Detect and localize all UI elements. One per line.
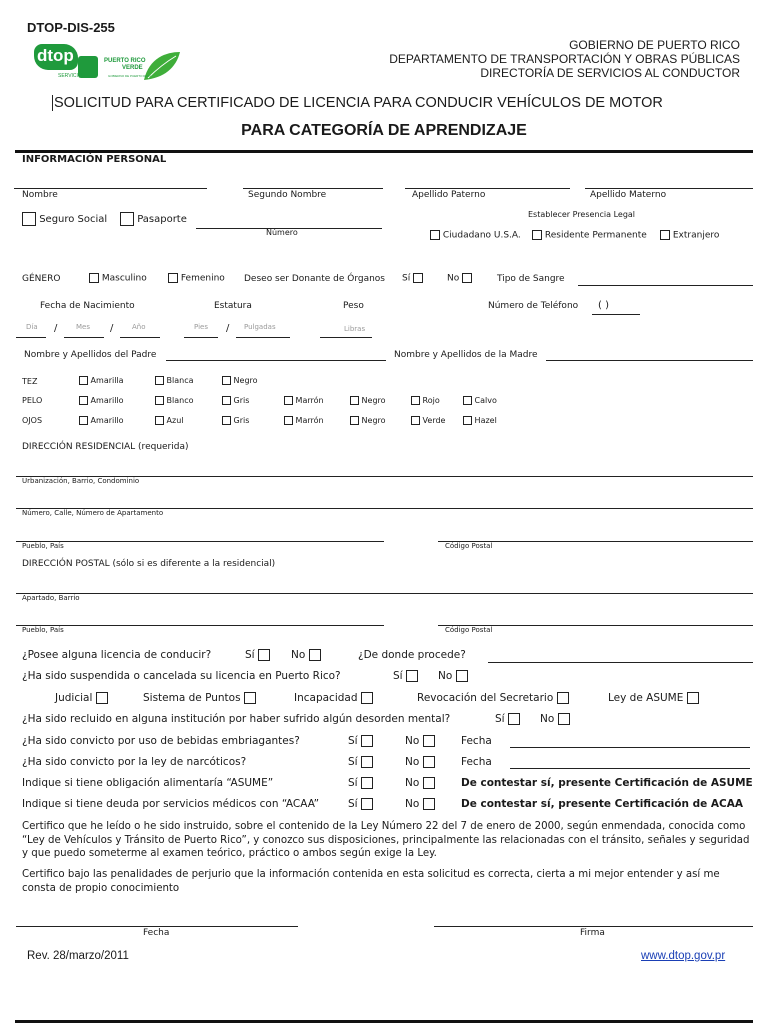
date-slash-1: / (54, 323, 58, 334)
postal-heading: DIRECCIÓN POSTAL (sólo si es diferente a la residencial) (22, 559, 276, 569)
no-label: No (405, 735, 420, 747)
ojos-option-7[interactable] (463, 416, 497, 425)
ojos-option-6[interactable] (411, 416, 445, 425)
mes-line[interactable] (64, 337, 104, 338)
q-suspendida-no[interactable] (438, 670, 468, 682)
leaf-icon (104, 50, 182, 84)
pelo-option-4[interactable] (284, 396, 324, 405)
q-bebidas-no[interactable] (405, 735, 435, 747)
ciudadano-checkbox[interactable] (430, 230, 440, 240)
pelo-option-7[interactable] (463, 396, 497, 405)
q-suspendida-si[interactable] (393, 670, 418, 682)
res-pueblo-line[interactable] (16, 541, 384, 542)
height-slash: / (226, 323, 230, 334)
q-suspendida: ¿Ha sido suspendida o cancelada su licencia en Puerto Rico? (22, 670, 341, 682)
tez-option-label: Blanca (166, 376, 194, 385)
ojos-checkbox[interactable] (284, 416, 293, 425)
presencia-label: Establecer Presencia Legal (528, 210, 636, 219)
no-checkbox[interactable] (309, 649, 321, 661)
pelo-option-label: Negro (361, 396, 386, 405)
reason-label: Ley de ASUME (608, 692, 684, 704)
pasaporte-label: Pasaporte (137, 214, 187, 225)
q-bebidas-si[interactable] (348, 735, 373, 747)
q-recluido-si[interactable] (495, 713, 520, 725)
pelo-option-2[interactable] (155, 396, 194, 405)
q-acaa: Indique si tiene deuda por servicios médicos con “ACAA” (22, 798, 320, 810)
q-narcoticos-no[interactable] (405, 756, 435, 768)
anio-placeholder: Año (132, 323, 146, 331)
si-label: Sí (348, 735, 358, 747)
ojos-option-1[interactable] (79, 416, 124, 425)
no-checkbox[interactable] (423, 756, 435, 768)
extranjero-option[interactable] (660, 230, 719, 241)
post-pueblo-label: Pueblo, País (22, 626, 64, 634)
fecha-label: Fecha (461, 735, 492, 747)
fecha-label: Fecha (461, 756, 492, 768)
no-label: No (405, 756, 420, 768)
peso-label: Peso (343, 301, 364, 311)
reason-label: Incapacidad (294, 692, 358, 704)
website-link[interactable]: www.dtop.gov.pr (641, 950, 726, 962)
certify-paragraph-1: Certifico que he leído o he sido instruido, sobre el contenido de la Ley Número 22 del 7 de enero de 2000, según enmendada, conocida como “Ley de Vehículos y Tránsito de Puerto Rico”, y conozco sus disposiciones, principalmente las relacionadas con el tránsito, señales y seguridad y que puedo someterme al examen teórico, práctico o ambos según exige la Ley. (22, 821, 750, 859)
q-narcoticos: ¿Ha sido convicto por la ley de narcóticos? (22, 756, 247, 768)
femenino-label: Femenino (180, 273, 225, 284)
donante-label: Deseo ser Donante de Órganos (244, 274, 385, 284)
form-code: DTOP-DIS-255 (27, 20, 115, 35)
dtop-logo (34, 42, 100, 82)
nacimiento-label: Fecha de Nacimiento (40, 301, 135, 311)
q-recluido-no[interactable] (540, 713, 570, 725)
mes-placeholder: Mes (76, 323, 90, 331)
ciudadano-option[interactable] (430, 230, 521, 241)
nombre-line[interactable] (14, 188, 207, 189)
no-label: No (438, 670, 453, 682)
femenino-checkbox[interactable] (168, 273, 178, 283)
masculino-option[interactable] (89, 273, 147, 284)
reason-judicial[interactable] (55, 692, 108, 704)
genero-label: GÉNERO (22, 274, 61, 284)
madre-label: Nombre y Apellidos de la Madre (394, 350, 538, 360)
ss-label: Seguro Social (39, 214, 108, 225)
ojos-option-label: Marrón (295, 416, 324, 425)
reason-checkbox[interactable] (361, 692, 373, 704)
materno-line[interactable] (585, 188, 753, 189)
telefono-label: Número de Teléfono (488, 301, 579, 311)
date-slash-2: / (110, 323, 114, 334)
certify-paragraph-2: Certifico bajo las penalidades de perjurio que la información contenida en esta solicitud es correcta, cierta a mi mejor entender y así me consta de propio conocimiento (22, 869, 720, 894)
tez-label: TEZ (22, 377, 38, 386)
reason-incapacidad[interactable] (294, 692, 373, 704)
si-label: Sí (348, 798, 358, 810)
pr-verde-small: GOBIERNO DE PUERTO RICO (108, 74, 151, 78)
dia-line[interactable] (16, 337, 46, 338)
firma-signature-label: Firma (580, 928, 605, 938)
segundo-line[interactable] (243, 188, 383, 189)
donante-si-option[interactable] (402, 273, 423, 284)
res-codigo-label: Código Postal (445, 542, 493, 550)
ss-option[interactable] (22, 212, 107, 226)
pelo-checkbox[interactable] (155, 396, 164, 405)
anio-line[interactable] (120, 337, 160, 338)
pelo-option-1[interactable] (79, 396, 124, 405)
reason-label: Judicial (55, 692, 93, 704)
reason-checkbox[interactable] (96, 692, 108, 704)
agency-line1: GOBIERNO DE PUERTO RICO (569, 38, 740, 52)
ojos-checkbox[interactable] (155, 416, 164, 425)
q-asume: Indique si tiene obligación alimentaría “ASUME” (22, 777, 274, 789)
q-licencia-no[interactable] (291, 649, 321, 661)
pelo-label: PELO (22, 396, 43, 405)
numero-calle-label: Número, Calle, Número de Apartamento (22, 509, 164, 517)
section-personal: INFORMACIÓN PERSONAL (22, 154, 167, 165)
pelo-checkbox[interactable] (284, 396, 293, 405)
agency-line2: DEPARTAMENTO DE TRANSPORTACIÓN Y OBRAS PÚBLICAS (389, 52, 740, 66)
title-rule (15, 150, 753, 153)
tez-option-label: Negro (233, 376, 258, 385)
residente-option[interactable] (532, 230, 647, 241)
no-label: No (291, 649, 306, 661)
pulgadas-placeholder: Pulgadas (244, 323, 276, 331)
pies-line[interactable] (184, 337, 218, 338)
no-label: No (405, 777, 420, 789)
dia-placeholder: Día (26, 323, 38, 331)
si-label: Sí (393, 670, 403, 682)
ojos-option-label: Verde (422, 416, 446, 425)
reason-puntos[interactable] (143, 692, 256, 704)
donante-si-checkbox[interactable] (413, 273, 423, 283)
q-asume-no[interactable] (405, 777, 435, 789)
pr-verde-line1: PUERTO RICO (104, 58, 146, 64)
pies-placeholder: Pies (194, 323, 208, 331)
padre-line[interactable] (166, 360, 386, 361)
q-bebidas: ¿Ha sido convicto por uso de bebidas embriagantes? (22, 735, 300, 747)
pelo-checkbox[interactable] (350, 396, 359, 405)
masculino-label: Masculino (101, 273, 147, 284)
ojos-option-label: Negro (361, 416, 386, 425)
pulgadas-line[interactable] (236, 337, 290, 338)
apartado-line[interactable] (16, 593, 753, 594)
no-checkbox[interactable] (423, 735, 435, 747)
agency-block (389, 38, 740, 80)
q-recluido: ¿Ha sido recluido en alguna institución por haber sufrido algún desorden mental? (22, 713, 451, 725)
pelo-option-5[interactable] (350, 396, 386, 405)
sangre-line[interactable] (578, 285, 753, 286)
sangre-label: Tipo de Sangre (497, 274, 565, 284)
no-label: No (540, 713, 555, 725)
pelo-option-6[interactable] (411, 396, 440, 405)
ciudadano-label: Ciudadano U.S.A. (442, 230, 521, 241)
reason-checkbox[interactable] (244, 692, 256, 704)
padre-label: Nombre y Apellidos del Padre (24, 350, 157, 360)
procede-line[interactable] (488, 662, 753, 663)
segundo-label: Segundo Nombre (248, 190, 327, 200)
reason-label: Sistema de Puntos (143, 692, 241, 704)
telefono-area-code[interactable]: ( ) (598, 300, 609, 311)
si-checkbox[interactable] (361, 756, 373, 768)
no-checkbox[interactable] (456, 670, 468, 682)
ojos-checkbox[interactable] (350, 416, 359, 425)
fecha-signature-line[interactable] (16, 926, 298, 927)
q-asume-si[interactable] (348, 777, 373, 789)
pasaporte-option[interactable] (120, 212, 187, 226)
donante-si-label: Sí (402, 273, 411, 284)
telefono-line[interactable] (592, 314, 640, 315)
pelo-checkbox[interactable] (411, 396, 420, 405)
tez-checkbox[interactable] (155, 376, 164, 385)
si-label: Sí (348, 777, 358, 789)
pelo-checkbox[interactable] (222, 396, 231, 405)
donante-no-option[interactable] (447, 273, 472, 284)
firma-signature-line[interactable] (434, 926, 753, 927)
si-label: Sí (348, 756, 358, 768)
no-checkbox[interactable] (423, 798, 435, 810)
narcoticos-fecha-line[interactable] (510, 768, 750, 769)
pelo-option-label: Marrón (295, 396, 324, 405)
post-codigo-label: Código Postal (445, 626, 493, 634)
post-pueblo-line[interactable] (16, 625, 384, 626)
extranjero-checkbox[interactable] (660, 230, 670, 240)
urbanizacion-label: Urbanización, Barrio, Condominio (22, 477, 140, 485)
q-licencia: ¿Posee alguna licencia de conducir? (22, 649, 212, 661)
estatura-label: Estatura (214, 301, 252, 311)
libras-placeholder: Libras (344, 325, 366, 333)
tez-option-2[interactable] (155, 376, 194, 385)
apartado-label: Apartado, Barrio (22, 594, 80, 602)
libras-line[interactable] (320, 337, 372, 338)
residencial-heading: DIRECCIÓN RESIDENCIAL (requerida) (22, 442, 189, 452)
tez-checkbox[interactable] (222, 376, 231, 385)
madre-line[interactable] (546, 360, 753, 361)
reason-checkbox[interactable] (687, 692, 699, 704)
pelo-option-label: Calvo (474, 396, 497, 405)
paterno-label: Apellido Paterno (412, 190, 486, 200)
pelo-option-label: Gris (233, 396, 250, 405)
numero-label: Número (266, 228, 298, 237)
paterno-line[interactable] (405, 188, 570, 189)
ojos-checkbox[interactable] (463, 416, 472, 425)
ojos-option-label: Amarillo (90, 416, 124, 425)
bebidas-fecha-line[interactable] (510, 747, 750, 748)
pasaporte-checkbox[interactable] (120, 212, 134, 226)
tez-checkbox[interactable] (79, 376, 88, 385)
ojos-option-label: Azul (166, 416, 184, 425)
revision-date: Rev. 28/marzo/2011 (27, 950, 129, 962)
ojos-checkbox[interactable] (411, 416, 420, 425)
si-checkbox[interactable] (406, 670, 418, 682)
q-licencia-si[interactable] (245, 649, 270, 661)
masculino-checkbox[interactable] (89, 273, 99, 283)
materno-label: Apellido Materno (590, 190, 667, 200)
form-title: SOLICITUD PARA CERTIFICADO DE LICENCIA PARA CONDUCIR VEHÍCULOS DE MOTOR (54, 95, 663, 111)
form-subtitle: PARA CATEGORÍA DE APRENDIZAJE (241, 122, 527, 139)
pelo-checkbox[interactable] (79, 396, 88, 405)
si-checkbox[interactable] (258, 649, 270, 661)
q-narcoticos-si[interactable] (348, 756, 373, 768)
femenino-option[interactable] (168, 273, 225, 284)
si-label: Sí (495, 713, 505, 725)
ojos-option-label: Gris (233, 416, 250, 425)
pr-verde-line2: VERDE (122, 65, 143, 71)
donante-no-label: No (447, 273, 460, 284)
bottom-rule (15, 1020, 753, 1023)
q-acaa-si[interactable] (348, 798, 373, 810)
reason-asume[interactable] (608, 692, 699, 704)
residente-checkbox[interactable] (532, 230, 542, 240)
ojos-label: OJOS (22, 416, 43, 425)
si-checkbox[interactable] (361, 798, 373, 810)
pr-verde-logo (104, 50, 182, 84)
si-label: Sí (245, 649, 255, 661)
si-checkbox[interactable] (361, 777, 373, 789)
pelo-checkbox[interactable] (463, 396, 472, 405)
ojos-option-3[interactable] (222, 416, 249, 425)
fecha-signature-label: Fecha (143, 928, 170, 938)
res-pueblo-label: Pueblo, País (22, 542, 64, 550)
q-procede: ¿De donde procede? (358, 649, 466, 661)
extranjero-label: Extranjero (672, 230, 720, 241)
tez-option-label: Amarilla (90, 376, 124, 385)
ojos-checkbox[interactable] (222, 416, 231, 425)
pelo-option-3[interactable] (222, 396, 249, 405)
pelo-option-label: Rojo (422, 396, 440, 405)
no-label: No (405, 798, 420, 810)
ojos-option-4[interactable] (284, 416, 324, 425)
si-checkbox[interactable] (361, 735, 373, 747)
q-acaa-no[interactable] (405, 798, 435, 810)
donante-no-checkbox[interactable] (462, 273, 472, 283)
no-checkbox[interactable] (558, 713, 570, 725)
dtop-logo-text: dtop (37, 46, 74, 65)
pelo-option-label: Amarillo (90, 396, 124, 405)
ojos-option-label: Hazel (474, 416, 497, 425)
reason-label: Revocación del Secretario (417, 692, 554, 704)
no-checkbox[interactable] (423, 777, 435, 789)
dtop-logo-sub: SERVICIOS (58, 73, 86, 79)
asume-note: De contestar sí, presente Certificación de ASUME (461, 777, 753, 789)
si-checkbox[interactable] (508, 713, 520, 725)
ojos-option-2[interactable] (155, 416, 184, 425)
pelo-option-label: Blanco (166, 396, 194, 405)
residente-label: Residente Permanente (544, 230, 647, 241)
ojos-option-5[interactable] (350, 416, 386, 425)
tez-option-3[interactable] (222, 376, 258, 385)
tez-option-1[interactable] (79, 376, 124, 385)
acaa-note: De contestar sí, presente Certificación de ACAA (461, 798, 743, 810)
agency-line3: DIRECTORÍA DE SERVICIOS AL CONDUCTOR (480, 66, 740, 80)
reason-checkbox[interactable] (557, 692, 569, 704)
ss-checkbox[interactable] (22, 212, 36, 226)
reason-revocacion[interactable] (417, 692, 569, 704)
ojos-checkbox[interactable] (79, 416, 88, 425)
nombre-label: Nombre (22, 190, 58, 200)
